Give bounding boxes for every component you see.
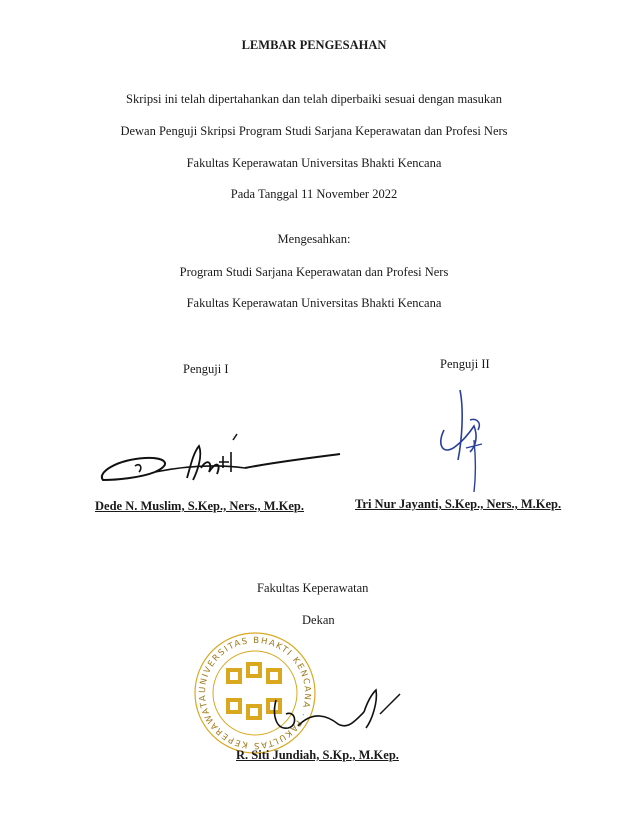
approval-heading: Mengesahkan: bbox=[277, 232, 351, 246]
examiner-1-name: Dede N. Muslim, S.Kep., Ners., M.Kep. bbox=[95, 499, 305, 513]
examiner-1-role: Penguji I bbox=[183, 362, 229, 376]
page-title: LEMBAR PENGESAHAN bbox=[241, 38, 387, 52]
dean-name: R. Siti Jundiah, S.Kp., M.Kep. bbox=[236, 748, 399, 762]
dean-role: Dekan bbox=[302, 613, 335, 627]
examiner-2-name: Tri Nur Jayanti, S.Kep., Ners., M.Kep. bbox=[355, 497, 562, 511]
examiner-1-signature bbox=[95, 428, 345, 498]
dean-signature bbox=[268, 680, 418, 745]
approval-line-2: Fakultas Keperawatan Universitas Bhakti Kencana bbox=[186, 296, 442, 310]
approval-line-1: Program Studi Sarjana Keperawatan dan Profesi Ners bbox=[179, 265, 449, 279]
examiner-2-role: Penguji II bbox=[440, 357, 490, 371]
intro-line-date: Pada Tanggal 11 November 2022 bbox=[230, 187, 398, 201]
stamp-ring-text: UNIVERSITAS BHAKTI KENCANA · FAKULTAS KEPERAWATAN bbox=[186, 621, 313, 751]
faculty-label: Fakultas Keperawatan bbox=[257, 581, 369, 595]
intro-line-1: Skripsi ini telah dipertahankan dan telah diperbaiki sesuai dengan masukan bbox=[126, 92, 502, 106]
intro-line-3: Fakultas Keperawatan Universitas Bhakti Kencana bbox=[186, 156, 442, 170]
intro-line-2: Dewan Penguji Skripsi Program Studi Sarjana Keperawatan dan Profesi Ners bbox=[120, 124, 508, 138]
examiner-2-signature bbox=[430, 380, 500, 495]
